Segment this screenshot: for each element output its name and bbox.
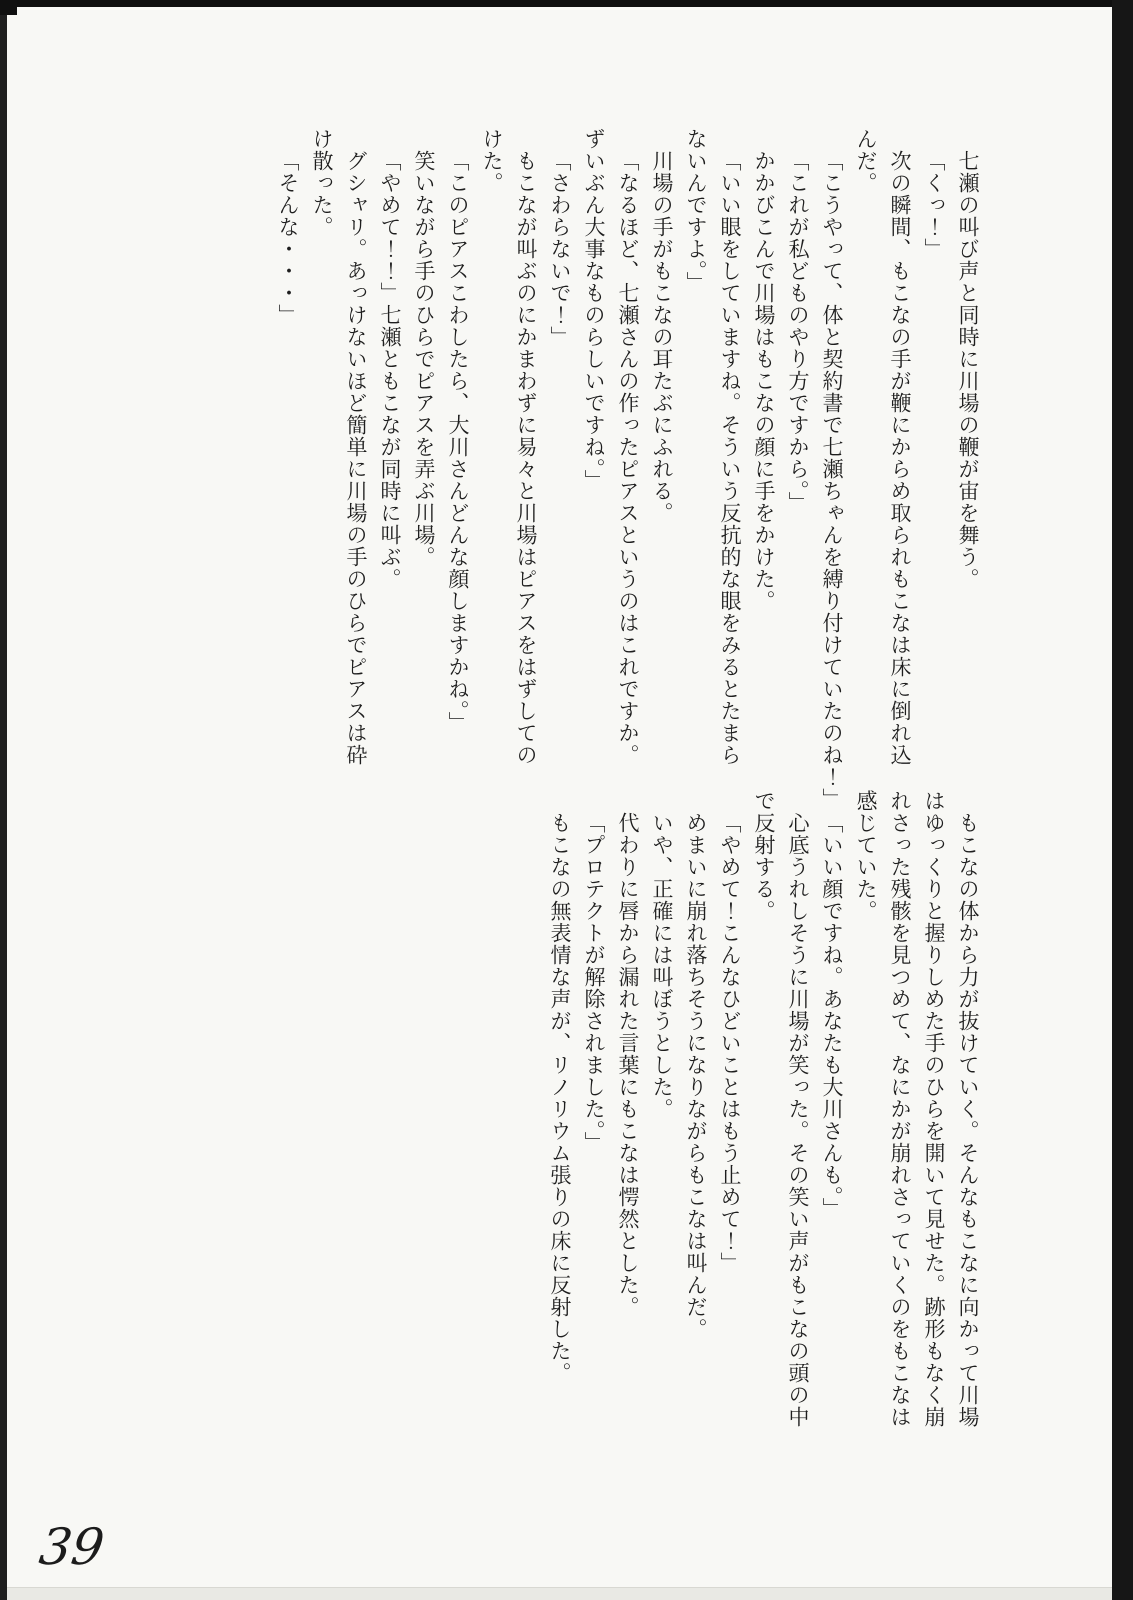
text-line: 「プロテクトが解除されました。」 xyxy=(582,812,606,1154)
text-line: で反射する。 xyxy=(752,790,776,922)
text-line: け散った。 xyxy=(310,128,334,238)
text-line: んだ。 xyxy=(854,128,878,194)
text-line: 川場の手がもこなの耳たぶにふれる。 xyxy=(650,150,674,524)
text-line: 「くっ！」 xyxy=(922,150,946,260)
text-line: 次の瞬間、もこなの手が鞭にからめ取られもこなは床に倒れ込 xyxy=(888,150,912,766)
text-line: 「そんな・・・」 xyxy=(276,150,300,326)
text-line: 「やめて！こんなひどいことはもう止めて！」 xyxy=(718,812,742,1274)
text-line: 代わりに唇から漏れた言葉にもこなは愕然とした。 xyxy=(616,812,640,1318)
text-line: れさった残骸を見つめて、なにかが崩れさっていくのをもこなは xyxy=(888,790,912,1428)
text-line: はゆっくりと握りしめた手のひらを開いて見せた。跡形もなく崩 xyxy=(922,790,946,1428)
text-line: いや、正確には叫ぼうとした。 xyxy=(650,812,674,1120)
text-line: 「いい顔ですね。あなたも大川さんも。」 xyxy=(820,812,844,1220)
text-line: 感じていた。 xyxy=(854,790,878,922)
text-line: 心底うれしそうに川場が笑った。その笑い声がもこなの頭の中 xyxy=(786,812,810,1428)
text-line: 「なるほど、七瀬さんの作ったピアスというのはこれですか。 xyxy=(616,150,640,766)
text-line: 「やめて！！」七瀬ともこなが同時に叫ぶ。 xyxy=(378,150,402,590)
text-line: ないんですよ。」 xyxy=(684,128,708,294)
text-line: 笑いながら手のひらでピアスを弄ぶ川場。 xyxy=(412,150,436,568)
scan-edge-bottom xyxy=(0,1587,1133,1600)
text-line: 「これが私どものやり方ですから。」 xyxy=(786,150,810,514)
text-line: もこなが叫ぶのにかまわずに易々と川場はピアスをはずしての xyxy=(514,150,538,766)
text-line: もこなの無表情な声が、リノリウム張りの床に反射した。 xyxy=(548,812,572,1384)
text-line: 「いい眼をしていますね。そういう反抗的な眼をみるとたまら xyxy=(718,150,742,766)
scan-edge-right xyxy=(1112,0,1133,1600)
lower-text-block xyxy=(543,790,985,1490)
text-line: もこなの体から力が抜けていく。そんなもこなに向かって川場 xyxy=(956,812,980,1428)
scan-edge-top xyxy=(0,0,1133,7)
text-line: けた。 xyxy=(480,128,504,194)
text-line: 七瀬の叫び声と同時に川場の鞭が宙を舞う。 xyxy=(956,150,980,590)
text-line: かかびこんで川場はもこなの顔に手をかけた。 xyxy=(752,150,776,612)
text-line: 「こうやって、体と契約書で七瀬ちゃんを縛り付けていたのね！」 xyxy=(820,150,844,810)
text-line: 「このピアスこわしたら、大川さんどんな顔しますかね。」 xyxy=(446,150,470,734)
text-line: 「さわらないで！」 xyxy=(548,150,572,348)
scan-edge-corner xyxy=(0,0,17,15)
scan-edge-left xyxy=(0,0,7,1600)
text-line: グシャリ。あっけないほど簡単に川場の手のひらでピアスは砕 xyxy=(344,150,368,766)
upper-text-block xyxy=(271,128,985,828)
text-line: ずいぶん大事なものらしいですね。」 xyxy=(582,128,606,492)
text-line: めまいに崩れ落ちそうになりながらもこなは叫んだ。 xyxy=(684,812,708,1340)
page-number: 39 xyxy=(35,1518,108,1576)
